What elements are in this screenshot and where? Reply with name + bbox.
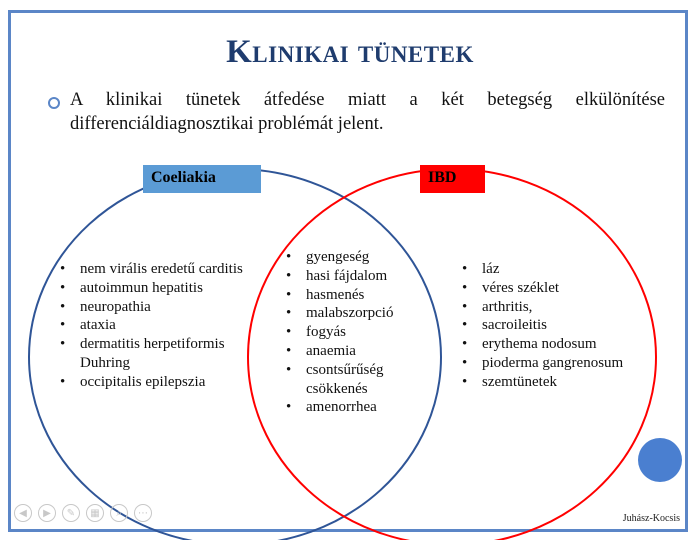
- ibd-item: • pioderma gangrenosum: [460, 354, 670, 373]
- next-icon[interactable]: ▶: [38, 504, 56, 522]
- overlap-item: • anaemia: [284, 342, 434, 361]
- ibd-item: • arthritis,: [460, 298, 670, 317]
- more-icon[interactable]: ⋯: [134, 504, 152, 522]
- slide-title: Klinikai tünetek: [226, 34, 474, 70]
- overlap-item: • malabszorpció: [284, 304, 434, 323]
- zoom-icon[interactable]: ⌕: [110, 504, 128, 522]
- prev-icon[interactable]: ◀: [14, 504, 32, 522]
- overlap-list: [284, 248, 434, 417]
- ibd-item: • véres széklet: [460, 279, 670, 298]
- coeliakia-item: • ataxia: [58, 316, 278, 335]
- ibd-item: • láz: [460, 260, 670, 279]
- pen-icon[interactable]: ✎: [62, 504, 80, 522]
- coeliakia-label: Coeliakia: [143, 165, 261, 193]
- presentation-nav: [14, 504, 152, 524]
- overlap-item: • gyengeség: [284, 248, 434, 267]
- coeliakia-item: • nem virális eredetű carditis: [58, 260, 278, 279]
- coeliakia-item: • neuropathia: [58, 298, 278, 317]
- overlap-item: • hasmenés: [284, 286, 434, 305]
- slides-icon[interactable]: ▦: [86, 504, 104, 522]
- coeliakia-item: • dermatitis herpetiformis Duhring: [58, 335, 278, 373]
- coeliakia-item: • autoimmun hepatitis: [58, 279, 278, 298]
- intro-text: A klinikai tünetek átfedése miatt a két betegség elkülönítése differenciáldiagnosztikai problémát jelent.: [70, 90, 665, 134]
- ibd-item: • erythema nodosum: [460, 335, 670, 354]
- overlap-item: • amenorrhea: [284, 398, 434, 417]
- overlap-item: • fogyás: [284, 323, 434, 342]
- overlap-item: • hasi fájdalom: [284, 267, 434, 286]
- ibd-item: • szemtünetek: [460, 373, 670, 392]
- overlap-item: • csontsűrűség csökkenés: [284, 361, 434, 399]
- coeliakia-list: [58, 260, 278, 392]
- decorative-circle: [638, 438, 682, 482]
- ibd-list: [460, 260, 670, 392]
- ibd-item: • sacroileitis: [460, 316, 670, 335]
- footer-author: Juhász-Kocsis: [622, 513, 680, 524]
- coeliakia-item: • occipitalis epilepszia: [58, 373, 278, 392]
- ibd-label: IBD: [420, 165, 485, 193]
